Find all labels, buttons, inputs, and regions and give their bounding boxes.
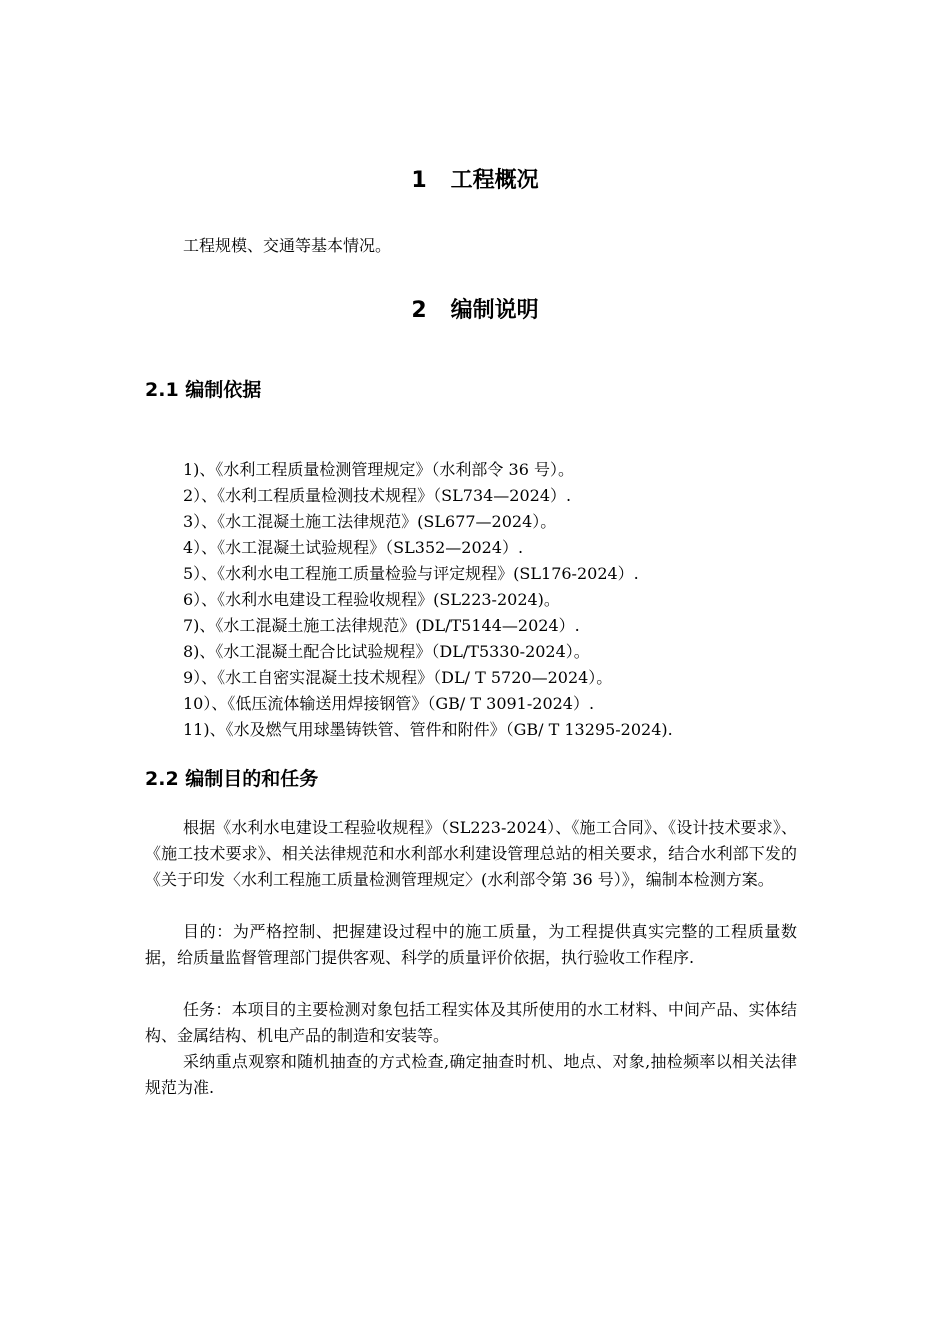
section-2-heading bbox=[0, 296, 950, 326]
reference-item: 11)、《水及燃气用球墨铸铁管、管件和附件》（GB/ T 13295-2024). bbox=[183, 720, 673, 739]
section-1-title: 工程概况 bbox=[450, 168, 539, 193]
reference-item: 3）、《水工混凝土施工法律规范》(SL677—2024）。 bbox=[183, 512, 557, 531]
reference-list bbox=[183, 457, 673, 743]
section-2-2-heading: 2.2 编制目的和任务 bbox=[145, 768, 319, 790]
paragraph-basis: 根据《水利水电建设工程验收规程》（SL223-2024）、《施工合同》、《设计技术要求》、《施工技术要求》、相关法律规范和水利部水利建设管理总站的相关要求，结合水利部下发的《关于印发〈水利工程施工质量检测管理规定〉(水利部令第 36 号）》，编制本检测方案。 bbox=[145, 818, 797, 889]
reference-item: 7)、《水工混凝土施工法律规范》(DL/T5144—2024）. bbox=[183, 616, 580, 635]
paragraph-purpose: 目的：为严格控制、把握建设过程中的施工质量，为工程提供真实完整的工程质量数据，给质量监督管理部门提供客观、科学的质量评价依据，执行验收工作程序. bbox=[145, 922, 797, 967]
reference-item: 1)、《水利工程质量检测管理规定》（水利部令 36 号）。 bbox=[183, 460, 574, 479]
section-2-number: 2 bbox=[411, 298, 427, 323]
reference-item: 2）、《水利工程质量检测技术规程》（SL734—2024）. bbox=[183, 486, 572, 505]
reference-item: 5）、《水利水电工程施工质量检验与评定规程》(SL176-2024）. bbox=[183, 564, 639, 583]
reference-item: 8)、《水工混凝土配合比试验规程》（DL/T5330-2024）。 bbox=[183, 642, 590, 661]
reference-item: 10）、《低压流体输送用焊接钢管》（GB/ T 3091-2024）. bbox=[183, 694, 595, 713]
paragraph-method: 采纳重点观察和随机抽查的方式检查,确定抽查时机、地点、对象,抽检频率以相关法律规范为准. bbox=[145, 1052, 797, 1097]
paragraph-tasks: 任务：本项目的主要检测对象包括工程实体及其所使用的水工材料、中间产品、实体结构、金属结构、机电产品的制造和安装等。 bbox=[145, 1000, 797, 1045]
section-1-number: 1 bbox=[411, 168, 427, 193]
reference-item: 6）、《水利水电建设工程验收规程》(SL223-2024)。 bbox=[183, 590, 560, 609]
section-1-heading bbox=[0, 166, 950, 196]
section-2-title: 编制说明 bbox=[450, 298, 539, 323]
section-1-body: 工程规模、交通等基本情况。 bbox=[183, 236, 392, 255]
reference-item: 4）、《水工混凝土试验规程》（SL352—2024）. bbox=[183, 538, 524, 557]
section-2-1-heading: 2.1 编制依据 bbox=[145, 379, 262, 401]
reference-item: 9）、《水工自密实混凝土技术规程》（DL/ T 5720—2024）。 bbox=[183, 668, 613, 687]
